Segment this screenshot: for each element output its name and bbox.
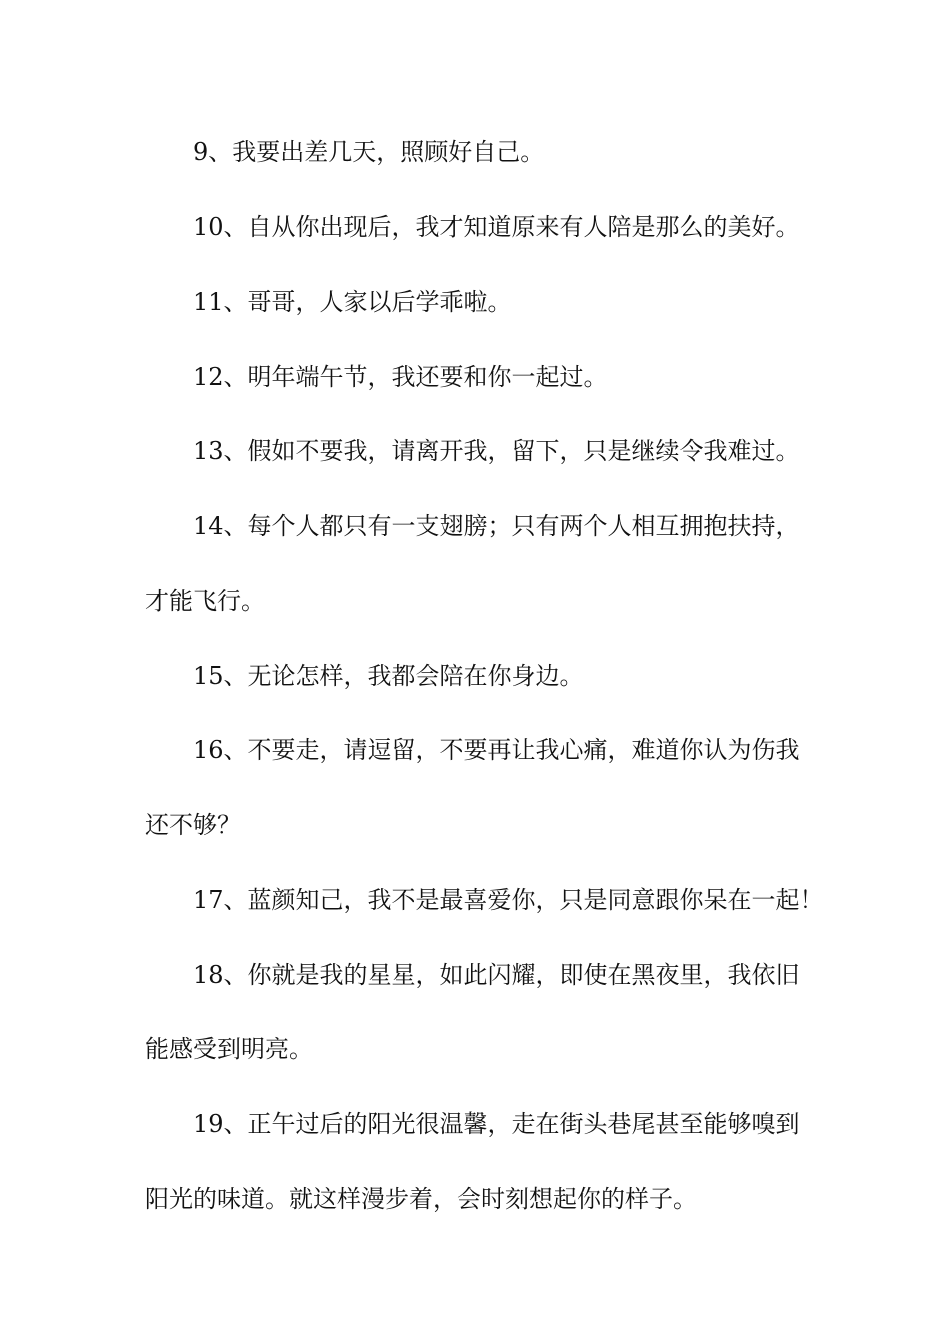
paragraph-line: 还不够？: [145, 811, 241, 839]
paragraph-line: 能感受到明亮。: [145, 1035, 313, 1063]
paragraph-line: 12、明年端午节，我还要和你一起过。: [193, 363, 608, 391]
paragraph-line: 才能飞行。: [145, 587, 265, 615]
paragraph-line: 13、假如不要我，请离开我，留下，只是继续令我难过。: [193, 437, 800, 465]
paragraph-line: 17、蓝颜知己，我不是最喜爱你，只是同意跟你呆在一起！: [193, 886, 824, 914]
paragraph-line: 10、自从你出现后，我才知道原来有人陪是那么的美好。: [193, 213, 800, 241]
paragraph-line: 9、我要出差几天，照顾好自己。: [193, 138, 545, 166]
paragraph-line: 19、正午过后的阳光很温馨，走在街头巷尾甚至能够嗅到: [193, 1110, 800, 1138]
paragraph-line: 18、你就是我的星星，如此闪耀，即使在黑夜里，我依旧: [193, 961, 800, 989]
paragraph-line: 11、哥哥，人家以后学乖啦。: [193, 288, 512, 316]
paragraph-line: 15、无论怎样，我都会陪在你身边。: [193, 662, 584, 690]
paragraph-line: 阳光的味道。就这样漫步着，会时刻想起你的样子。: [145, 1185, 697, 1213]
paragraph-line: 14、每个人都只有一支翅膀；只有两个人相互拥抱扶持，: [193, 512, 800, 540]
paragraph-line: 16、不要走，请逗留，不要再让我心痛，难道你认为伤我: [193, 736, 800, 764]
